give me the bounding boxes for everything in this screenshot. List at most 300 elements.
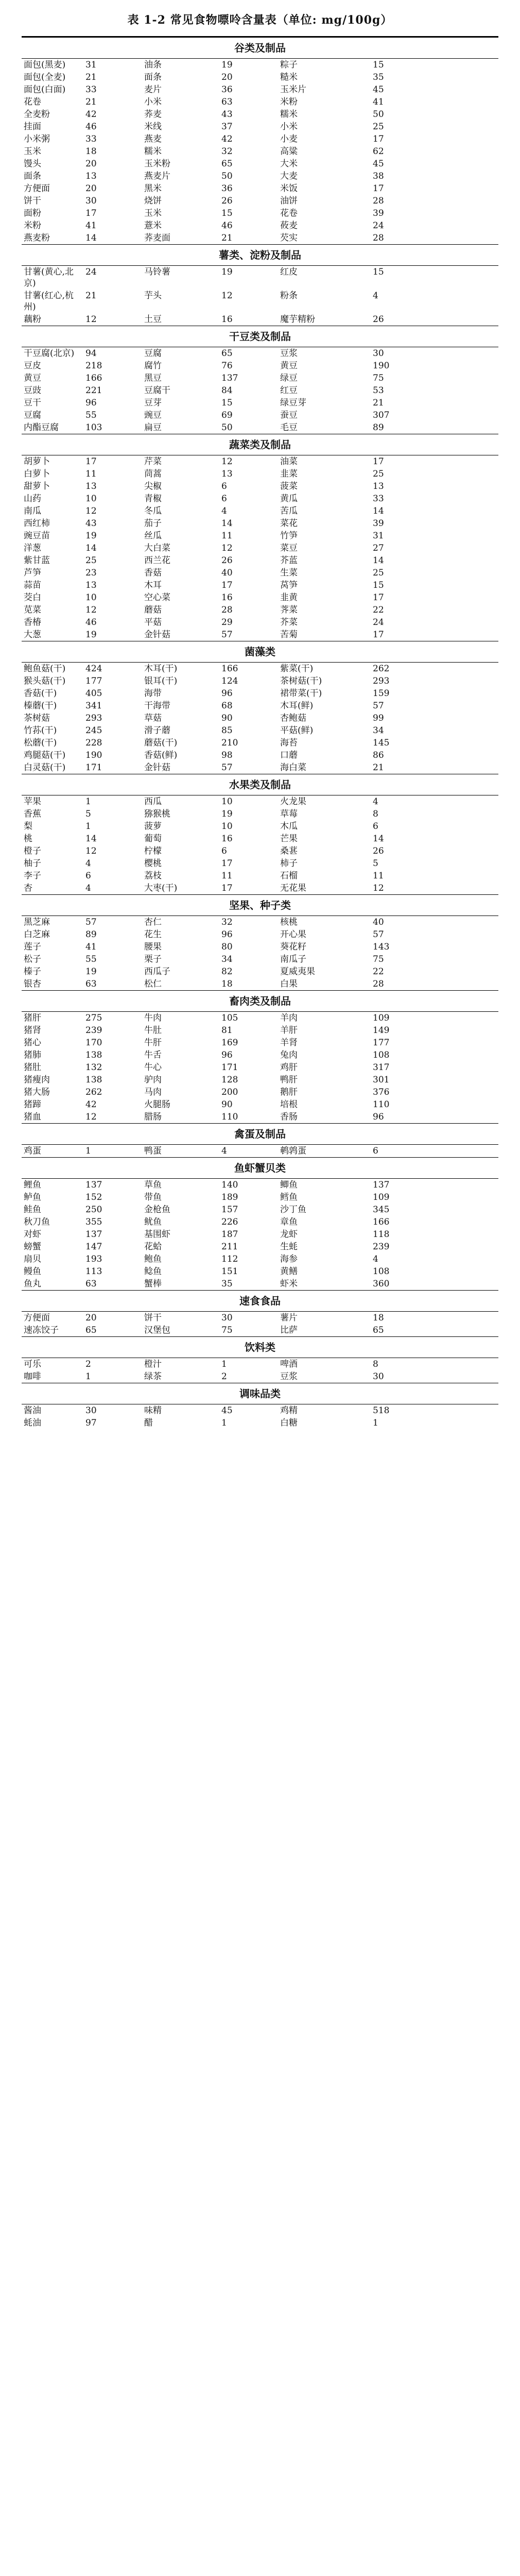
food-name: 南瓜子 bbox=[280, 954, 306, 964]
purine-value: 17 bbox=[85, 208, 97, 218]
purine-value: 301 bbox=[373, 1075, 390, 1085]
spacer bbox=[101, 675, 142, 687]
food-name: 西红柿 bbox=[24, 518, 50, 529]
purine-value: 17 bbox=[373, 630, 384, 640]
purine-value: 12 bbox=[85, 314, 97, 325]
food-name: 木耳(干) bbox=[144, 664, 178, 674]
food-name: 鱿鱼 bbox=[144, 1217, 162, 1227]
purine-value: 21 bbox=[85, 291, 97, 301]
spacer bbox=[388, 953, 429, 965]
purine-value: 151 bbox=[221, 1266, 238, 1277]
purine-value: 4 bbox=[85, 883, 91, 893]
purine-value: 97 bbox=[85, 1418, 97, 1428]
section-grid bbox=[22, 1358, 498, 1383]
section-heading: 菌藻类 bbox=[22, 641, 498, 663]
food-name: 羊肉 bbox=[280, 1013, 298, 1023]
spacer bbox=[388, 604, 429, 616]
food-name: 栗子 bbox=[144, 954, 162, 964]
food-name: 面包(全麦) bbox=[24, 72, 66, 82]
food-name: 全麦粉 bbox=[24, 109, 50, 120]
page-title: 表 1-2 常见食物嘌呤含量表（单位: mg/100g） bbox=[127, 13, 393, 27]
food-name: 章鱼 bbox=[280, 1217, 298, 1227]
purine-value: 24 bbox=[85, 267, 97, 277]
purine-value: 221 bbox=[85, 385, 102, 396]
food-name: 银耳(干) bbox=[144, 676, 178, 686]
spacer bbox=[388, 121, 429, 133]
food-name: 樱桃 bbox=[144, 858, 162, 869]
food-name: 鲑鱼 bbox=[24, 1205, 41, 1215]
spacer bbox=[101, 1037, 142, 1049]
food-name: 西瓜子 bbox=[144, 967, 170, 977]
purine-value: 63 bbox=[85, 979, 97, 989]
food-name: 木瓜 bbox=[280, 821, 298, 832]
spacer bbox=[101, 1012, 142, 1024]
spacer bbox=[237, 133, 278, 145]
food-name: 鳕鱼 bbox=[280, 1192, 298, 1202]
spacer bbox=[101, 567, 142, 579]
purine-value: 42 bbox=[85, 1099, 97, 1110]
spacer bbox=[101, 978, 142, 990]
food-name: 兔肉 bbox=[280, 1050, 298, 1060]
food-name: 南瓜 bbox=[24, 506, 41, 516]
food-name: 鸡蛋 bbox=[24, 1146, 41, 1156]
spacer bbox=[388, 83, 429, 96]
food-name: 鲶鱼 bbox=[144, 1266, 162, 1277]
spacer bbox=[101, 133, 142, 145]
spacer bbox=[388, 266, 429, 290]
spacer bbox=[237, 1358, 278, 1370]
purine-value: 57 bbox=[85, 917, 97, 927]
food-name: 口蘑 bbox=[280, 750, 298, 760]
food-name: 平菇(鲜) bbox=[280, 725, 314, 736]
food-name: 猕猴桃 bbox=[144, 809, 170, 819]
food-name: 大白菜 bbox=[144, 543, 170, 553]
food-name: 鹌鹑蛋 bbox=[280, 1146, 306, 1156]
purine-value: 18 bbox=[373, 1313, 384, 1323]
purine-value: 24 bbox=[373, 221, 384, 231]
spacer bbox=[237, 59, 278, 71]
food-name: 玉米 bbox=[24, 146, 41, 157]
food-name: 沙丁鱼 bbox=[280, 1205, 306, 1215]
spacer bbox=[388, 96, 429, 108]
spacer bbox=[237, 820, 278, 833]
food-name: 芋头 bbox=[144, 291, 162, 301]
food-name: 银杏 bbox=[24, 979, 41, 989]
purine-value: 19 bbox=[85, 531, 97, 541]
spacer bbox=[237, 360, 278, 372]
purine-value: 166 bbox=[85, 373, 102, 383]
purine-value: 5 bbox=[85, 809, 91, 819]
food-name: 花卷 bbox=[24, 97, 41, 107]
food-name: 荔枝 bbox=[144, 871, 162, 881]
spacer bbox=[237, 170, 278, 182]
spacer bbox=[237, 347, 278, 360]
food-name: 竹笋 bbox=[280, 531, 298, 541]
spacer bbox=[388, 455, 429, 468]
food-name: 菠菜 bbox=[280, 481, 298, 492]
purine-value: 190 bbox=[373, 361, 390, 371]
spacer bbox=[101, 737, 142, 749]
spacer bbox=[237, 761, 278, 774]
food-name: 醋 bbox=[144, 1418, 153, 1428]
spacer bbox=[237, 530, 278, 542]
food-name: 海苔 bbox=[280, 738, 298, 748]
spacer bbox=[388, 579, 429, 591]
purine-value: 159 bbox=[373, 688, 390, 699]
food-name: 橙汁 bbox=[144, 1359, 162, 1369]
section-heading: 畜肉类及制品 bbox=[22, 990, 498, 1012]
food-name: 蚕豆 bbox=[280, 410, 298, 420]
spacer bbox=[237, 1012, 278, 1024]
food-name: 薯片 bbox=[280, 1313, 298, 1323]
purine-value: 293 bbox=[373, 676, 390, 686]
spacer bbox=[101, 170, 142, 182]
spacer bbox=[388, 480, 429, 493]
food-name: 豆浆 bbox=[280, 1371, 298, 1382]
purine-value: 14 bbox=[373, 506, 384, 516]
spacer bbox=[101, 1086, 142, 1098]
spacer bbox=[101, 712, 142, 724]
purine-value: 110 bbox=[373, 1099, 390, 1110]
food-name: 糙米 bbox=[280, 72, 298, 82]
purine-value: 65 bbox=[221, 348, 233, 359]
spacer bbox=[101, 1061, 142, 1074]
purine-value: 31 bbox=[373, 531, 384, 541]
spacer bbox=[388, 1417, 429, 1429]
spacer bbox=[101, 421, 142, 434]
food-name: 干豆腐(北京) bbox=[24, 348, 75, 359]
purine-value: 30 bbox=[85, 196, 97, 206]
food-name: 糯米 bbox=[144, 146, 162, 157]
food-name: 金枪鱼 bbox=[144, 1205, 170, 1215]
food-name: 红皮 bbox=[280, 267, 298, 277]
food-name: 土豆 bbox=[144, 314, 162, 325]
food-name: 黑米 bbox=[144, 183, 162, 194]
spacer bbox=[237, 1404, 278, 1417]
spacer bbox=[101, 290, 142, 313]
spacer bbox=[388, 1179, 429, 1191]
purine-value: 109 bbox=[373, 1192, 390, 1202]
food-name: 小麦 bbox=[280, 134, 298, 144]
food-name: 黄瓜 bbox=[280, 494, 298, 504]
spacer bbox=[237, 1278, 278, 1290]
food-name: 面条 bbox=[144, 72, 162, 82]
food-name: 甜萝卜 bbox=[24, 481, 50, 492]
food-name: 豆干 bbox=[24, 398, 41, 408]
spacer bbox=[101, 232, 142, 244]
spacer bbox=[388, 1216, 429, 1228]
food-name: 培根 bbox=[280, 1099, 298, 1110]
food-name: 海带 bbox=[144, 688, 162, 699]
food-name: 李子 bbox=[24, 871, 41, 881]
food-name: 豆皮 bbox=[24, 361, 41, 371]
purine-value: 11 bbox=[85, 469, 97, 479]
spacer bbox=[388, 1204, 429, 1216]
purine-value: 99 bbox=[373, 713, 384, 723]
spacer bbox=[101, 953, 142, 965]
spacer bbox=[237, 313, 278, 326]
purine-value: 118 bbox=[373, 1229, 390, 1240]
purine-value: 94 bbox=[85, 348, 97, 359]
food-name: 杏鲍菇 bbox=[280, 713, 306, 723]
purine-value: 22 bbox=[373, 967, 384, 977]
spacer bbox=[388, 1012, 429, 1024]
spacer bbox=[101, 313, 142, 326]
food-name: 猴头菇(干) bbox=[24, 676, 66, 686]
food-name: 牛肝 bbox=[144, 1038, 162, 1048]
spacer bbox=[101, 397, 142, 409]
section-heading: 速食食品 bbox=[22, 1290, 498, 1312]
food-name: 蟹棒 bbox=[144, 1279, 162, 1289]
purine-value: 171 bbox=[221, 1062, 238, 1073]
spacer bbox=[388, 409, 429, 421]
spacer bbox=[237, 1204, 278, 1216]
purine-value: 27 bbox=[373, 543, 384, 553]
section-grid bbox=[22, 1312, 498, 1336]
purine-value: 12 bbox=[85, 506, 97, 516]
purine-value: 25 bbox=[373, 469, 384, 479]
spacer bbox=[237, 808, 278, 820]
section-grid bbox=[22, 795, 498, 894]
purine-value: 6 bbox=[85, 871, 91, 881]
purine-value: 132 bbox=[85, 1062, 102, 1073]
purine-value: 355 bbox=[85, 1217, 102, 1227]
spacer bbox=[237, 1370, 278, 1383]
purine-value: 32 bbox=[221, 917, 233, 927]
purine-value: 75 bbox=[373, 954, 384, 964]
food-name: 豆浆 bbox=[280, 348, 298, 359]
spacer bbox=[237, 409, 278, 421]
food-name: 鸭蛋 bbox=[144, 1146, 162, 1156]
food-name: 荠菜 bbox=[280, 605, 298, 615]
food-name: 玉米片 bbox=[280, 84, 306, 95]
spacer bbox=[388, 145, 429, 158]
spacer bbox=[388, 795, 429, 808]
food-name: 猪大肠 bbox=[24, 1087, 50, 1097]
spacer bbox=[101, 1204, 142, 1216]
food-name: 藕粉 bbox=[24, 314, 41, 325]
food-name: 芹菜 bbox=[144, 456, 162, 467]
spacer bbox=[388, 384, 429, 397]
food-name: 竹荪(干) bbox=[24, 725, 57, 736]
spacer bbox=[237, 1417, 278, 1429]
spacer bbox=[388, 1278, 429, 1290]
purine-value: 152 bbox=[85, 1192, 102, 1202]
food-name: 松蘑(干) bbox=[24, 738, 57, 748]
spacer bbox=[101, 1024, 142, 1037]
spacer bbox=[101, 83, 142, 96]
food-name: 汉堡包 bbox=[144, 1325, 170, 1335]
purine-value: 17 bbox=[221, 858, 233, 869]
spacer bbox=[237, 857, 278, 870]
purine-value: 10 bbox=[85, 592, 97, 603]
food-name: 夏威夷果 bbox=[280, 967, 315, 977]
food-name: 海参 bbox=[280, 1254, 298, 1264]
purine-value: 17 bbox=[221, 580, 233, 590]
spacer bbox=[101, 517, 142, 530]
purine-value: 405 bbox=[85, 688, 102, 699]
spacer bbox=[237, 397, 278, 409]
food-name: 丝瓜 bbox=[144, 531, 162, 541]
food-name: 紫甘蓝 bbox=[24, 555, 50, 566]
food-name: 金针菇 bbox=[144, 762, 170, 773]
food-name: 鲈鱼 bbox=[24, 1192, 41, 1202]
food-name: 面包(白面) bbox=[24, 84, 66, 95]
food-name: 油条 bbox=[144, 60, 162, 70]
purine-value: 36 bbox=[221, 183, 233, 194]
purine-value: 39 bbox=[373, 518, 384, 529]
food-name: 茭白 bbox=[24, 592, 41, 603]
spacer bbox=[388, 108, 429, 121]
spacer bbox=[101, 96, 142, 108]
spacer bbox=[388, 1265, 429, 1278]
spacer bbox=[237, 1111, 278, 1123]
spacer bbox=[237, 480, 278, 493]
spacer bbox=[101, 857, 142, 870]
food-name: 鲫鱼 bbox=[280, 1180, 298, 1190]
section-heading: 干豆类及制品 bbox=[22, 326, 498, 347]
spacer bbox=[237, 108, 278, 121]
spacer bbox=[388, 1098, 429, 1111]
purine-value: 12 bbox=[373, 883, 384, 893]
food-name: 猪血 bbox=[24, 1112, 41, 1122]
purine-value: 16 bbox=[221, 834, 233, 844]
section-grid bbox=[22, 916, 498, 990]
spacer bbox=[388, 724, 429, 737]
purine-value: 1 bbox=[85, 1146, 91, 1156]
spacer bbox=[237, 928, 278, 941]
spacer bbox=[237, 266, 278, 290]
purine-value: 40 bbox=[221, 568, 233, 578]
spacer bbox=[101, 833, 142, 845]
food-name: 甘薯(黄心,北京) bbox=[24, 267, 74, 289]
food-name: 面条 bbox=[24, 171, 41, 181]
purine-value: 14 bbox=[221, 518, 233, 529]
spacer bbox=[237, 1024, 278, 1037]
spacer bbox=[101, 530, 142, 542]
spacer bbox=[101, 941, 142, 953]
spacer bbox=[237, 1074, 278, 1086]
purine-value: 75 bbox=[221, 1325, 233, 1335]
purine-value: 166 bbox=[373, 1217, 390, 1227]
purine-value: 20 bbox=[85, 159, 97, 169]
purine-value: 57 bbox=[373, 701, 384, 711]
spacer bbox=[101, 1278, 142, 1290]
purine-value: 10 bbox=[221, 821, 233, 832]
spacer bbox=[237, 158, 278, 170]
purine-value: 40 bbox=[373, 917, 384, 927]
food-name: 比萨 bbox=[280, 1325, 298, 1335]
purine-value: 30 bbox=[221, 1313, 233, 1323]
purine-value: 41 bbox=[85, 221, 97, 231]
spacer bbox=[101, 882, 142, 894]
spacer bbox=[388, 1191, 429, 1204]
purine-value: 166 bbox=[221, 664, 238, 674]
section-grid bbox=[22, 1179, 498, 1290]
food-name: 豆腐 bbox=[144, 348, 162, 359]
spacer bbox=[237, 629, 278, 641]
food-name: 挂面 bbox=[24, 122, 41, 132]
food-name: 韭黄 bbox=[280, 592, 298, 603]
food-name: 橙子 bbox=[24, 846, 41, 856]
food-name: 大米 bbox=[280, 159, 298, 169]
spacer bbox=[388, 833, 429, 845]
purine-value: 21 bbox=[85, 72, 97, 82]
purine-value: 17 bbox=[373, 592, 384, 603]
spacer bbox=[388, 290, 429, 313]
spacer bbox=[388, 1324, 429, 1336]
purine-value: 38 bbox=[373, 171, 384, 181]
purine-value: 1 bbox=[373, 1418, 378, 1428]
purine-value: 19 bbox=[221, 60, 233, 70]
purine-value: 33 bbox=[85, 134, 97, 144]
food-name: 鳗鱼 bbox=[24, 1266, 41, 1277]
food-name: 柠檬 bbox=[144, 846, 162, 856]
purine-value: 11 bbox=[221, 871, 233, 881]
purine-value: 33 bbox=[85, 84, 97, 95]
spacer bbox=[388, 916, 429, 928]
spacer bbox=[101, 1265, 142, 1278]
spacer bbox=[101, 1358, 142, 1370]
spacer bbox=[388, 1049, 429, 1061]
purine-value: 262 bbox=[85, 1087, 102, 1097]
food-name: 蒜苗 bbox=[24, 580, 41, 590]
spacer bbox=[388, 421, 429, 434]
purine-value: 12 bbox=[221, 543, 233, 553]
purine-value: 108 bbox=[373, 1266, 390, 1277]
purine-value: 32 bbox=[221, 146, 233, 157]
spacer bbox=[237, 290, 278, 313]
purine-value: 226 bbox=[221, 1217, 238, 1227]
food-name: 荞麦面 bbox=[144, 233, 170, 243]
food-name: 芒果 bbox=[280, 834, 298, 844]
purine-value: 14 bbox=[373, 834, 384, 844]
food-name: 空心菜 bbox=[144, 592, 170, 603]
food-name: 桑葚 bbox=[280, 846, 298, 856]
food-name: 冬瓜 bbox=[144, 506, 162, 516]
purine-value: 18 bbox=[221, 979, 233, 989]
food-name: 松子 bbox=[24, 954, 41, 964]
food-name: 黑芝麻 bbox=[24, 917, 50, 927]
food-name: 豆豉 bbox=[24, 385, 41, 396]
purine-value: 25 bbox=[373, 122, 384, 132]
purine-value: 8 bbox=[373, 1359, 378, 1369]
spacer bbox=[237, 833, 278, 845]
purine-value: 124 bbox=[221, 676, 238, 686]
spacer bbox=[237, 372, 278, 384]
food-name: 白萝卜 bbox=[24, 469, 50, 479]
purine-value: 90 bbox=[221, 713, 233, 723]
food-name: 猪瘦肉 bbox=[24, 1075, 50, 1085]
food-name: 木耳(鲜) bbox=[280, 701, 314, 711]
spacer bbox=[237, 604, 278, 616]
food-name: 羊肝 bbox=[280, 1025, 298, 1036]
purine-value: 187 bbox=[221, 1229, 238, 1240]
food-name: 面包(黑麦) bbox=[24, 60, 66, 70]
spacer bbox=[101, 1216, 142, 1228]
food-name: 葵花籽 bbox=[280, 942, 306, 952]
spacer bbox=[388, 941, 429, 953]
purine-value: 28 bbox=[221, 605, 233, 615]
purine-value: 12 bbox=[85, 846, 97, 856]
purine-value: 193 bbox=[85, 1254, 102, 1264]
food-name: 滑子蘑 bbox=[144, 725, 170, 736]
spacer bbox=[101, 542, 142, 554]
purine-value: 34 bbox=[221, 954, 233, 964]
spacer bbox=[237, 1253, 278, 1265]
food-name: 米线 bbox=[144, 122, 162, 132]
food-name: 榛子 bbox=[24, 967, 41, 977]
